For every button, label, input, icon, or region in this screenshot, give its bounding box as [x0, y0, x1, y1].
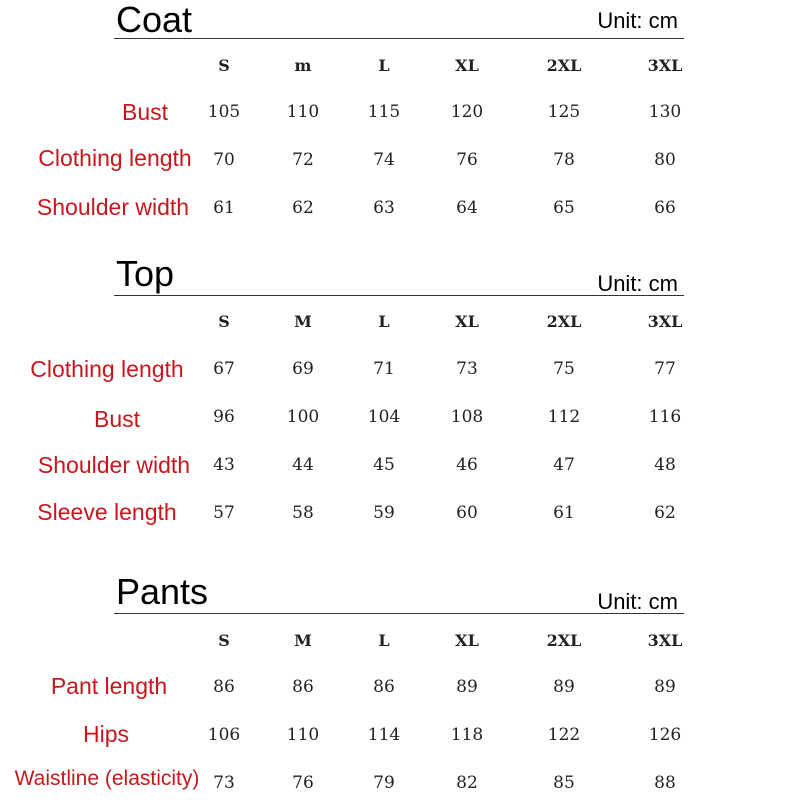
table-cell: 122 [547, 725, 581, 745]
size-header: XL [455, 56, 479, 75]
row-label-hips: Hips [82, 721, 130, 747]
table-cell: 73 [213, 773, 235, 793]
table-cell: 100 [286, 407, 320, 427]
table-cell: 44 [292, 455, 314, 475]
table-cell: 77 [654, 359, 676, 379]
table-cell: 89 [654, 677, 676, 697]
table-cell: 76 [456, 150, 478, 170]
row-label-bust: Bust [93, 406, 141, 432]
size-header: 2XL [546, 631, 582, 650]
table-cell: 104 [367, 407, 401, 427]
size-header: XL [455, 631, 479, 650]
table-cell: 126 [648, 725, 682, 745]
table-cell: 71 [373, 359, 395, 379]
table-cell: 86 [213, 677, 235, 697]
size-header: 2XL [546, 56, 582, 75]
table-cell: 69 [292, 359, 314, 379]
size-header: 3XL [647, 56, 683, 75]
table-cell: 62 [654, 503, 676, 523]
table-cell: 48 [654, 455, 676, 475]
table-cell: 58 [292, 503, 314, 523]
size-header: M [294, 312, 312, 331]
top-unit: Unit: cm [597, 271, 678, 296]
table-cell: 65 [553, 198, 575, 218]
row-label-bust: Bust [121, 99, 169, 125]
table-cell: 106 [207, 725, 241, 745]
row-label-waistline: Waistline (elasticity) [14, 767, 200, 790]
table-cell: 61 [553, 503, 575, 523]
table-cell: 86 [292, 677, 314, 697]
table-cell: 96 [213, 407, 235, 427]
table-cell: 76 [292, 773, 314, 793]
row-label-pant-length: Pant length [50, 673, 168, 699]
pants-title: Pants [116, 571, 209, 612]
size-header: S [218, 312, 230, 331]
table-cell: 118 [450, 725, 484, 745]
table-cell: 46 [456, 455, 478, 475]
size-header: 3XL [647, 631, 683, 650]
table-cell: 130 [648, 102, 682, 122]
table-cell: 125 [547, 102, 581, 122]
row-label-sleeve-length: Sleeve length [37, 499, 177, 525]
size-header: 3XL [647, 312, 683, 331]
size-header: S [218, 56, 230, 75]
table-cell: 105 [207, 102, 241, 122]
table-cell: 82 [456, 773, 478, 793]
top-title: Top [116, 253, 175, 294]
table-cell: 61 [213, 198, 235, 218]
table-cell: 63 [373, 198, 395, 218]
table-cell: 120 [450, 102, 484, 122]
table-cell: 43 [213, 455, 235, 475]
table-cell: 74 [373, 150, 395, 170]
table-cell: 59 [373, 503, 395, 523]
coat-unit: Unit: cm [597, 8, 678, 33]
table-cell: 45 [373, 455, 395, 475]
table-cell: 86 [373, 677, 395, 697]
table-cell: 114 [367, 725, 401, 745]
size-header: XL [455, 312, 479, 331]
row-label-shoulder-width: Shoulder width [36, 194, 190, 220]
table-cell: 70 [213, 150, 235, 170]
row-label-shoulder-width: Shoulder width [37, 452, 191, 478]
table-cell: 115 [367, 102, 401, 122]
table-cell: 108 [450, 407, 484, 427]
table-cell: 62 [292, 198, 314, 218]
size-header: L [378, 312, 390, 331]
table-cell: 78 [553, 150, 575, 170]
table-cell: 57 [213, 503, 235, 523]
table-cell: 110 [286, 725, 320, 745]
row-label-clothing-length: Clothing length [38, 145, 192, 171]
size-header: L [378, 56, 390, 75]
size-header: S [218, 631, 230, 650]
table-cell: 89 [553, 677, 575, 697]
table-cell: 85 [553, 773, 575, 793]
table-cell: 110 [286, 102, 320, 122]
pants-unit: Unit: cm [597, 589, 678, 614]
row-label-clothing-length: Clothing length [30, 356, 184, 382]
table-cell: 73 [456, 359, 478, 379]
table-cell: 116 [648, 407, 682, 427]
table-cell: 67 [213, 359, 235, 379]
table-cell: 79 [373, 773, 395, 793]
size-header: m [294, 56, 312, 75]
size-header: 2XL [546, 312, 582, 331]
table-cell: 80 [654, 150, 676, 170]
size-header: M [294, 631, 312, 650]
table-cell: 72 [292, 150, 314, 170]
table-cell: 64 [456, 198, 478, 218]
table-cell: 75 [553, 359, 575, 379]
table-cell: 112 [547, 407, 581, 427]
table-cell: 47 [553, 455, 575, 475]
pants-divider [114, 613, 684, 614]
coat-title: Coat [116, 0, 193, 40]
size-header: L [378, 631, 390, 650]
table-cell: 66 [654, 198, 676, 218]
table-cell: 89 [456, 677, 478, 697]
table-cell: 60 [456, 503, 478, 523]
table-cell: 88 [654, 773, 676, 793]
